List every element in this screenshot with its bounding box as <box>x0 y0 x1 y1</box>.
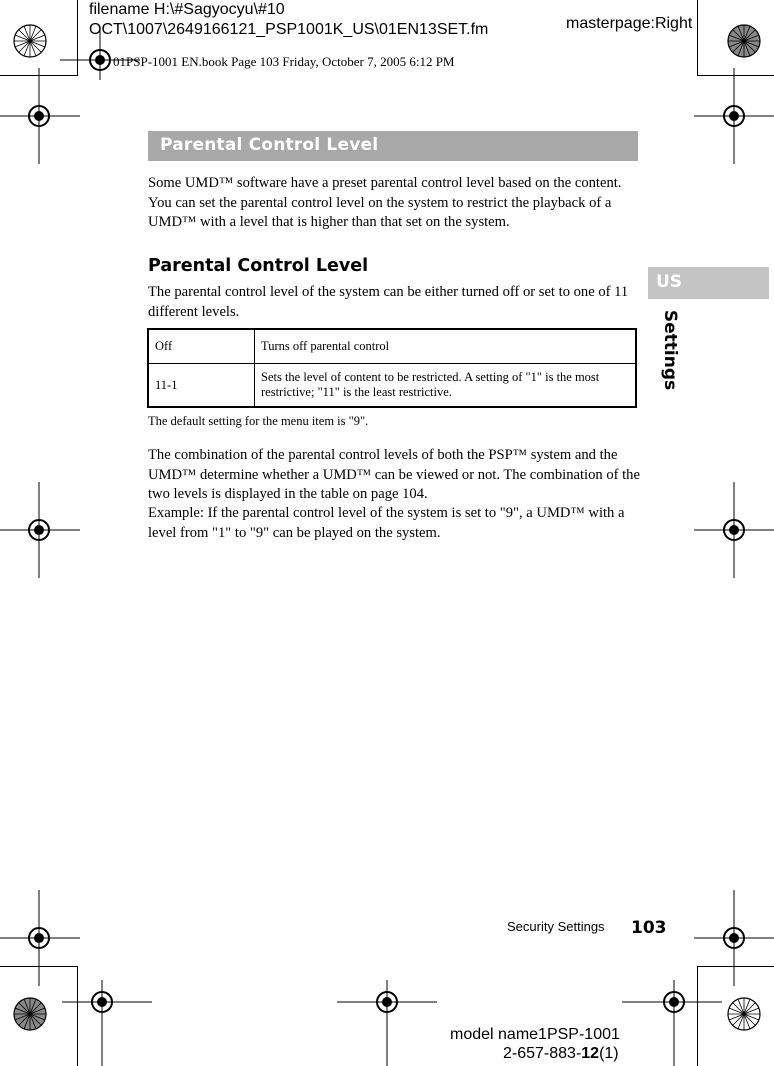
model-number <box>503 1045 619 1063</box>
crosshair-icon <box>622 980 722 1066</box>
book-info: 01PSP-1001 EN.book Page 103 Friday, October 7, 2005 6:12 PM <box>113 54 455 69</box>
crosshair-icon <box>694 482 774 578</box>
model-number-prefix: 2-657-883- <box>503 1045 582 1062</box>
crosshair-icon <box>694 68 774 164</box>
crosshair-icon <box>60 30 140 80</box>
setting-value: 11-1 <box>148 364 255 408</box>
section-banner <box>148 131 638 161</box>
crosshair-icon <box>0 68 80 164</box>
intro-paragraph: Some UMD™ software have a preset parental control level based on the content. You can set the parental control level on the system to restrict the playback of a UMD™ with a level that is higher than that set on the system. <box>148 175 622 230</box>
masterpage-label: masterpage:Right <box>566 15 693 32</box>
default-setting-note: The default setting for the menu item is "9". <box>148 414 369 428</box>
model-number-suffix: (1) <box>599 1045 619 1062</box>
region-tab-label: US <box>656 272 683 292</box>
region-tab <box>648 267 769 299</box>
section-banner-title: Parental Control Level <box>160 135 379 155</box>
table-row <box>148 364 636 408</box>
crosshair-icon <box>694 890 774 986</box>
crosshair-icon <box>0 890 80 986</box>
filename-line-1: filename H:\#Sagyocyu\#10 <box>89 1 285 18</box>
setting-description: Turns off parental control <box>255 329 637 364</box>
crosshair-icon <box>62 980 152 1066</box>
table-row <box>148 329 636 364</box>
footer-section-title: Security Settings <box>507 919 605 934</box>
model-number-bold: 12 <box>581 1045 600 1062</box>
starburst-icon <box>727 997 761 1031</box>
subsection-description: The parental control level of the system can be either turned off or set to one of 11 different levels. <box>148 284 629 320</box>
filename-line-2: OCT\1007\2649166121_PSP1001K_US\01EN13SET.fm <box>89 21 489 38</box>
starburst-icon <box>13 24 47 58</box>
side-section-text: Settings <box>660 309 681 391</box>
setting-value: Off <box>148 329 255 364</box>
subsection-title: Parental Control Level <box>148 256 369 276</box>
example-paragraph: Example: If the parental control level of the system is set to "9", a UMD™ with a level from "1" to "9" can be played on the system. <box>148 505 625 541</box>
side-section-label <box>640 310 680 390</box>
starburst-icon <box>727 24 761 58</box>
page-number: 103 <box>631 918 667 938</box>
combination-paragraph: The combination of the parental control levels of both the PSP™ system and the UMD™ determine whether a UMD™ can be viewed or not. The combination of the two levels is displayed in the table on page 104. <box>148 447 640 502</box>
crosshair-icon <box>337 980 437 1066</box>
setting-description: Sets the level of content to be restricted. A setting of "1" is the most restrictive; "11" is the least restrictive. <box>255 364 637 408</box>
starburst-icon <box>13 997 47 1031</box>
model-name: model name1PSP-1001 <box>450 1026 620 1043</box>
crosshair-icon <box>0 482 80 578</box>
settings-table <box>147 328 637 408</box>
filename-header <box>89 0 488 40</box>
